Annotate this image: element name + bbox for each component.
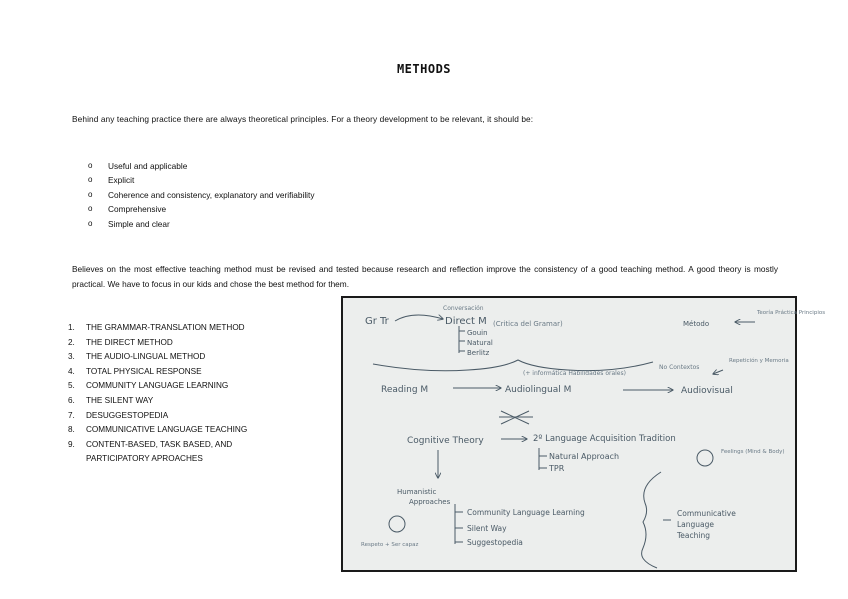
arrow [395, 315, 443, 321]
list-item [88, 173, 314, 187]
handwritten-methods-diagram [341, 296, 826, 572]
sketch-label: Teoría Práctica Principios [757, 310, 826, 316]
criteria-text: Coherence and consistency, explanatory and verifiability [108, 189, 315, 200]
method-name: THE SILENT WAY [86, 395, 154, 405]
criteria-text: Simple and clear [108, 218, 170, 229]
list-item [68, 350, 288, 365]
sketch-label: Communicative [677, 509, 736, 518]
sketch-label: No Contextos [659, 364, 700, 371]
list-number: 3. [68, 352, 75, 362]
intro-paragraph: Behind any teaching practice there are always theoretical principles. For a theory development to be relevant, it should be: [72, 114, 534, 124]
criteria-list [88, 159, 314, 231]
methods-list [68, 321, 288, 467]
cross-mark [499, 411, 533, 424]
sketch-label: Repetición y Memoria [729, 358, 789, 364]
sketch-label: Silent Way [467, 524, 507, 533]
list-item [68, 379, 288, 394]
sketch-label: (+ informática Habilidades orales) [523, 370, 626, 377]
method-name: TOTAL PHYSICAL RESPONSE [86, 366, 202, 376]
page-title: METHODS [396, 62, 452, 76]
sketch-label: Conversación [443, 305, 484, 312]
list-number: 8. [68, 425, 75, 435]
sketch-label: Humanistic [397, 488, 437, 496]
criteria-text: Explicit [108, 175, 135, 186]
brace [642, 472, 661, 568]
list-item [88, 188, 314, 202]
list-number: 6. [68, 395, 75, 405]
method-name: COMMUNITY LANGUAGE LEARNING [86, 381, 229, 391]
list-number: 7. [68, 410, 75, 420]
sketch-label: Feelings (Mind & Body) [721, 449, 785, 455]
sketch-label: Natural Approach [549, 452, 620, 461]
sketch-label: Audiolingual M [505, 385, 572, 395]
sketch-label: Direct M [445, 316, 487, 327]
diagram-canvas [343, 298, 826, 570]
list-number: 1. [68, 323, 75, 332]
list-item [68, 321, 288, 336]
sketch-label: Teaching [677, 531, 710, 540]
sketch-label: Gr Tr [365, 316, 389, 327]
list-item [68, 409, 288, 424]
belief-paragraph: Believes on the most effective teaching method must be revised and tested because research and reflection improve the consistency of a good teaching method. A good theory is mostly practical. We have to focus in our kids and chose the best method for them. [72, 264, 778, 289]
sketch-label: TPR [549, 464, 565, 473]
criteria-text: Useful and applicable [108, 161, 188, 171]
sketch-label: Language [677, 520, 715, 529]
list-item [68, 423, 288, 438]
sketch-label: Respeto + Ser capaz [361, 542, 419, 548]
list-number: 2. [68, 337, 75, 347]
list-number: 4. [68, 366, 75, 376]
sketch-label: Reading M [381, 385, 429, 395]
sketch-label: (Critica del Gramar) [493, 320, 563, 328]
method-name: COMMUNICATIVE LANGUAGE TEACHING [86, 425, 248, 435]
sketch-label: Approaches [409, 498, 451, 506]
method-name: THE DIRECT METHOD [86, 337, 173, 347]
list-item [68, 438, 288, 467]
sketch-label: Natural [467, 339, 493, 347]
bullet-icon: o [88, 218, 93, 228]
list-item [68, 365, 288, 380]
sketch-label: Gouin [467, 329, 488, 337]
criteria-text: Comprehensive [108, 204, 167, 215]
bullet-icon: o [88, 175, 93, 185]
sketch-label: Berlitz [467, 349, 490, 357]
bullet-icon: o [88, 204, 93, 214]
sketch-label: Suggestopedia [467, 538, 523, 547]
list-item [68, 394, 288, 409]
list-item [88, 217, 314, 231]
method-name: THE AUDIO-LINGUAL METHOD [86, 352, 206, 362]
list-item [88, 202, 314, 216]
method-name: THE GRAMMAR-TRANSLATION METHOD [86, 323, 245, 332]
bullet-icon: o [88, 161, 93, 170]
bullet-icon: o [88, 189, 93, 199]
bracket [459, 326, 465, 353]
bracket [455, 504, 463, 544]
smiley-icon [697, 450, 713, 466]
sketch-label: Cognitive Theory [407, 436, 484, 446]
sketch-label: Método [683, 320, 710, 328]
bracket [539, 448, 547, 470]
arrow [713, 370, 723, 374]
list-item [68, 336, 288, 351]
sketch-label: Audiovisual [681, 386, 733, 396]
list-number: 9. [68, 439, 75, 449]
sketch-label: 2º Language Acquisition Tradition [533, 434, 676, 444]
method-name: CONTENT-BASED, TASK BASED, AND PARTICIPATORY APROACHES [86, 439, 233, 464]
method-name: DESUGGESTOPEDIA [86, 410, 169, 420]
list-item [88, 159, 314, 173]
sketch-label: Community Language Learning [467, 508, 585, 517]
list-number: 5. [68, 381, 75, 391]
smiley-icon [389, 516, 405, 532]
